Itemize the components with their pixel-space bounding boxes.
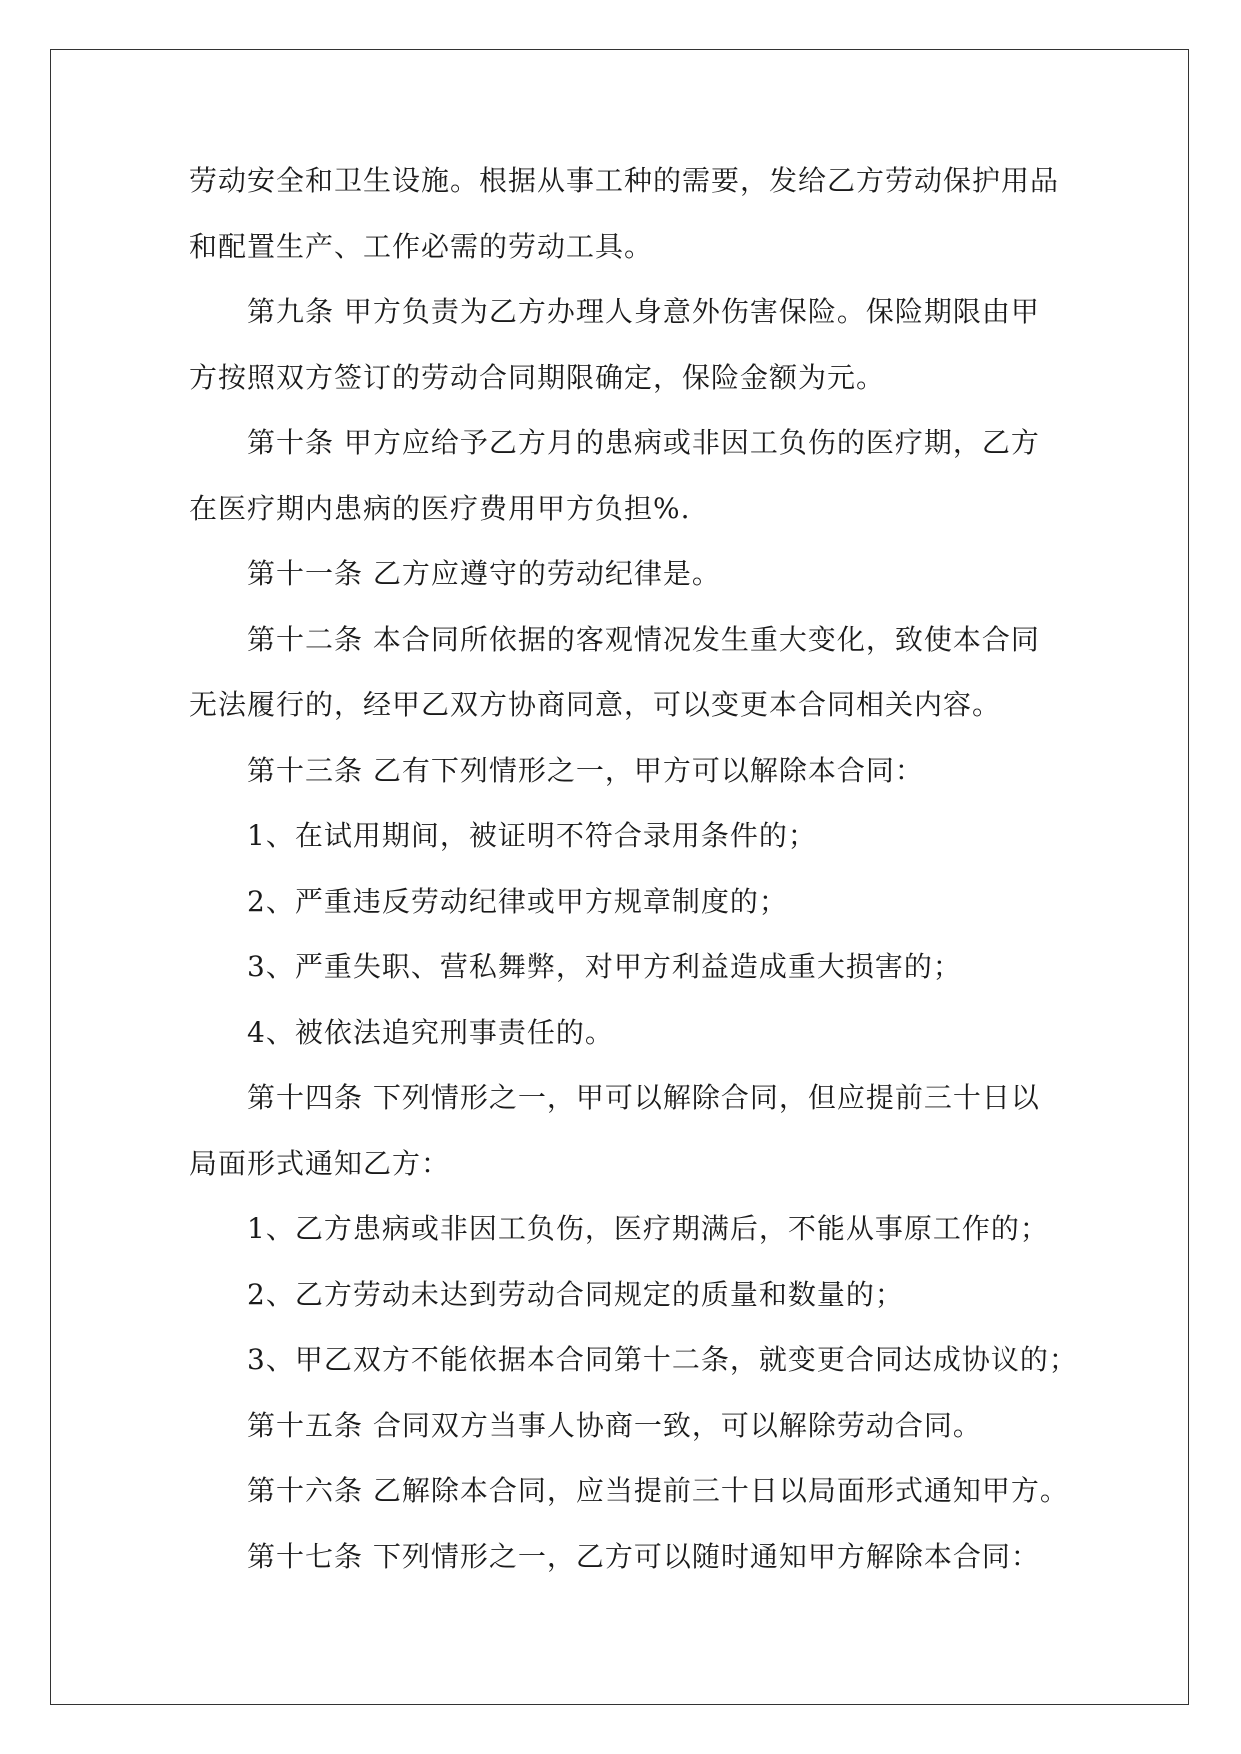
article-14-item-2: 2、乙方劳动未达到劳动合同规定的质量和数量的； [247, 1277, 904, 1311]
article-15: 第十五条 合同双方当事人协商一致，可以解除劳动合同。 [247, 1408, 982, 1442]
article-14-item-1: 1、乙方患病或非因工负伤，医疗期满后，不能从事原工作的； [247, 1212, 1049, 1245]
text-line-2: 和配置生产、工作必需的劳动工具。 [189, 229, 654, 263]
article-14-item-3: 3、甲乙双方不能依据本合同第十二条，就变更合同达成协议的； [247, 1343, 1078, 1376]
text-line-1: 劳动安全和卫生设施。根据从事工种的需要，发给乙方劳动保护用品 [189, 164, 1060, 197]
article-13-item-2: 2、严重违反劳动纪律或甲方规章制度的； [247, 884, 788, 918]
article-14-line-1: 第十四条 下列情形之一，甲可以解除合同，但应提前三十日以 [247, 1081, 1040, 1114]
article-13-item-1: 1、在试用期间，被证明不符合录用条件的； [247, 819, 817, 852]
article-9-line-1: 第九条 甲方负责为乙方办理人身意外伤害保险。保险期限由甲 [247, 295, 1040, 328]
article-13-item-3: 3、严重失职、营私舞弊，对甲方利益造成重大损害的； [247, 950, 962, 983]
article-12-line-2: 无法履行的，经甲乙双方协商同意，可以变更本合同相关内容。 [189, 688, 1002, 721]
article-14-line-2: 局面形式通知乙方： [189, 1146, 451, 1180]
article-9-line-2: 方按照双方签订的劳动合同期限确定，保险金额为元。 [189, 360, 886, 394]
article-13: 第十三条 乙有下列情形之一，甲方可以解除本合同： [247, 753, 924, 787]
article-12-line-1: 第十二条 本合同所依据的客观情况发生重大变化，致使本合同 [247, 622, 1040, 656]
article-10-line-2: 在医疗期内患病的医疗费用甲方负担%. [189, 491, 691, 525]
article-16: 第十六条 乙解除本合同，应当提前三十日以局面形式通知甲方。 [247, 1474, 1069, 1507]
article-13-item-4: 4、被依法追究刑事责任的。 [247, 1015, 614, 1049]
article-17: 第十七条 下列情形之一，乙方可以随时通知甲方解除本合同： [247, 1539, 1040, 1573]
article-10-line-1: 第十条 甲方应给予乙方月的患病或非因工负伤的医疗期，乙方 [247, 426, 1040, 459]
article-11: 第十一条 乙方应遵守的劳动纪律是。 [247, 557, 721, 590]
document-body [189, 158, 1078, 1599]
